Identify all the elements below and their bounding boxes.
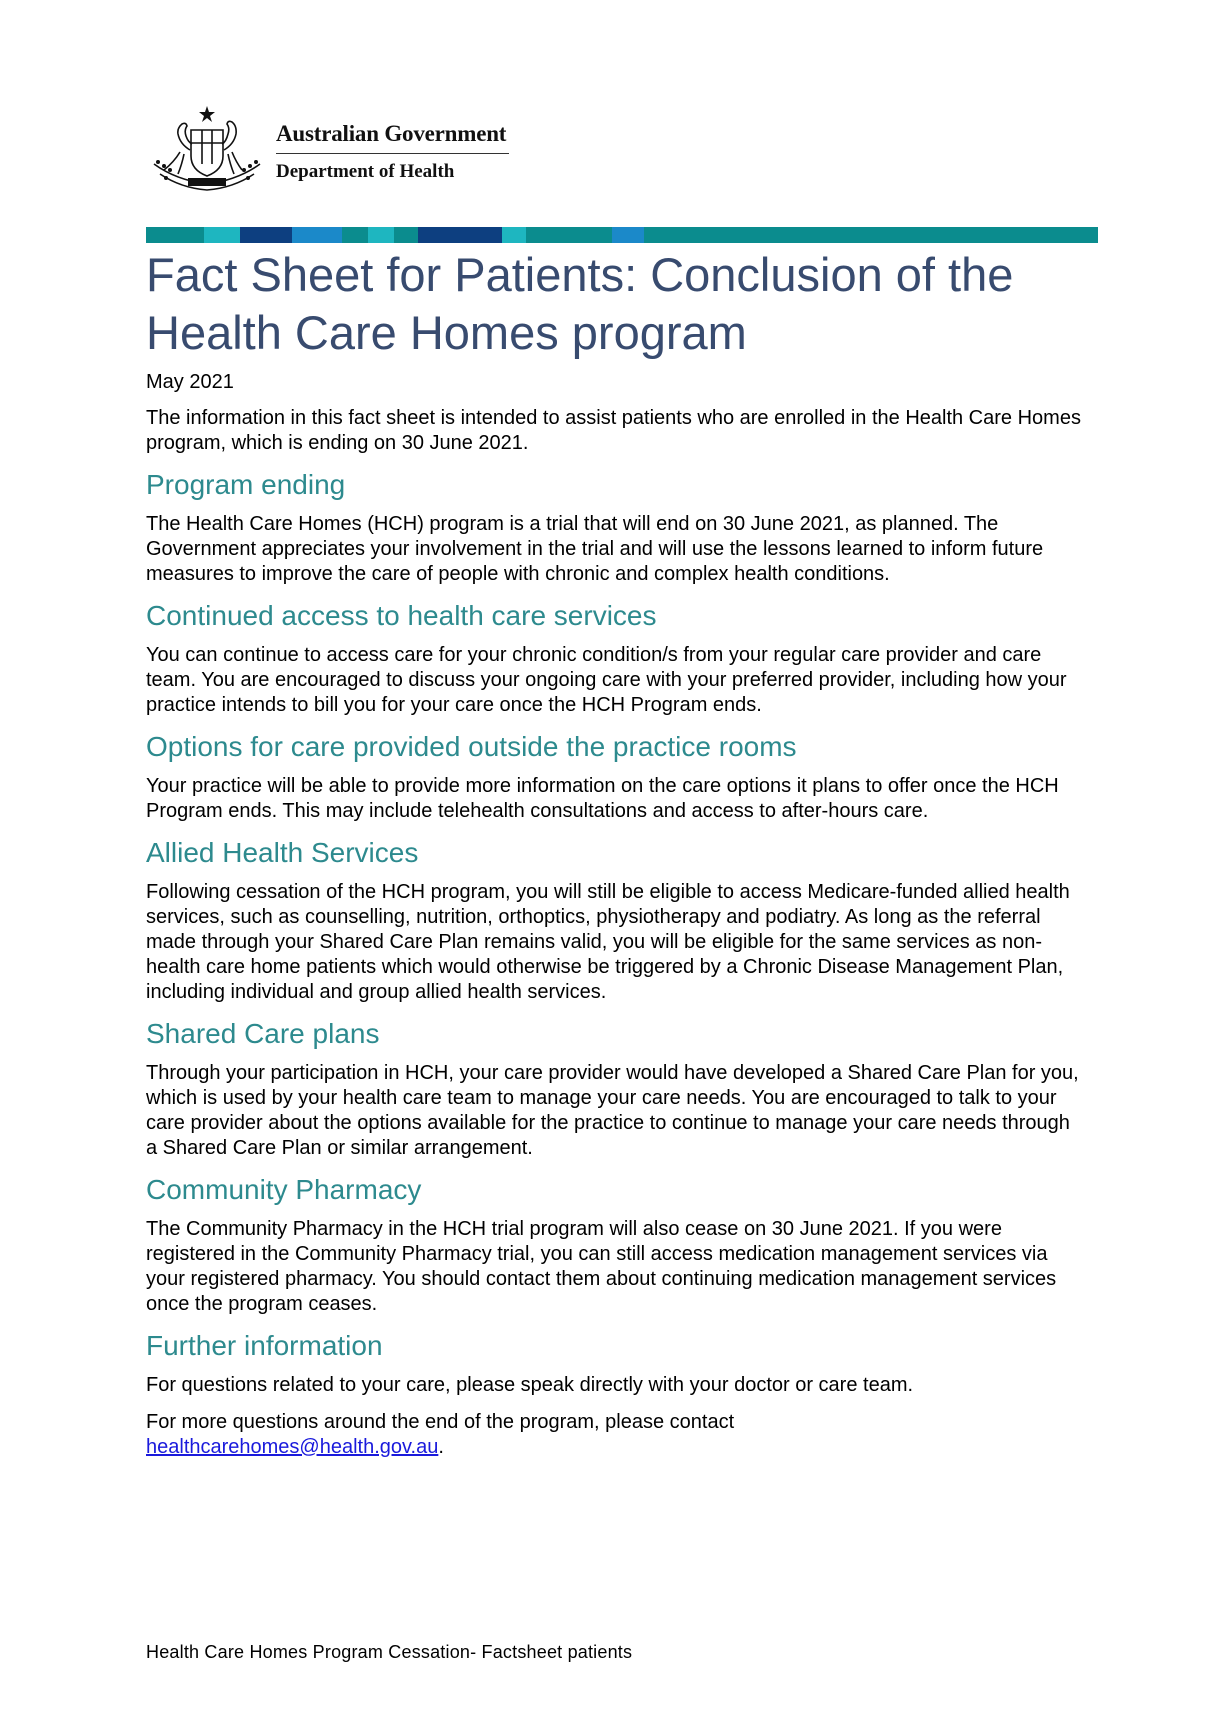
publication-date: May 2021	[146, 371, 234, 393]
page-footer: Health Care Homes Program Cessation- Factsheet patients	[146, 1642, 633, 1662]
further-paragraph-1: For questions related to your care, please speak directly with your doctor or care team.	[146, 1374, 914, 1396]
band-segment	[526, 227, 612, 243]
body-community-pharmacy: The Community Pharmacy in the HCH trial program will also cease on 30 June 2021. If you were registered in the Community Pharmacy trial, you can still access medication management services via your registered pharmacy. You should contact them about continuing medication management services once the program ceases.	[146, 1218, 1057, 1315]
heading-shared-care: Shared Care plans	[146, 1018, 380, 1049]
band-segment	[612, 227, 644, 243]
title-line-2: Health Care Homes program	[146, 306, 747, 359]
body-shared-care: Through your participation in HCH, your care provider would have developed a Shared Care Plan for you, which is used by your health care team to manage your care needs. You are encouraged to talk to your care provider about the options available for the practice to continue to manage your care needs through a Shared Care Plan or similar arrangement.	[146, 1062, 1079, 1159]
intro-paragraph: The information in this fact sheet is intended to assist patients who are enrolled in the Health Care Homes program, which is ending on 30 June 2021.	[146, 407, 1081, 454]
body-program-ending: The Health Care Homes (HCH) program is a trial that will end on 30 June 2021, as planned. The Government appreciates your involvement in the trial and will use the lessons learned to inform future measures to improve the care of people with chronic and complex health conditions.	[146, 513, 1044, 585]
color-band	[146, 227, 1098, 243]
main-content	[146, 370, 1086, 1472]
band-segment	[342, 227, 368, 243]
heading-care-options: Options for care provided outside the practice rooms	[146, 731, 797, 762]
wordmark-divider	[276, 153, 509, 154]
band-segment	[292, 227, 342, 243]
page-title	[146, 246, 1106, 362]
contact-suffix: .	[438, 1436, 444, 1458]
band-segment	[502, 227, 526, 243]
band-segment	[240, 227, 292, 243]
heading-community-pharmacy: Community Pharmacy	[146, 1174, 422, 1205]
body-continued-access: You can continue to access care for your chronic condition/s from your regular care provider and care team. You are encouraged to discuss your ongoing care with your preferred provider, including how your practice intends to bill you for your care once the HCH Program ends.	[146, 644, 1067, 716]
band-segment	[204, 227, 240, 243]
body-care-options: Your practice will be able to provide more information on the care options it plans to offer once the HCH Program ends. This may include telehealth consultations and access to after-hours care.	[146, 775, 1059, 822]
coat-of-arms-logo	[146, 104, 268, 194]
band-segment	[394, 227, 418, 243]
heading-further-information: Further information	[146, 1330, 383, 1361]
government-name: Australian Government	[276, 121, 507, 146]
band-segment	[418, 227, 502, 243]
band-segment	[644, 227, 1098, 243]
body-allied-health: Following cessation of the HCH program, you will still be eligible to access Medicare-funded allied health services, such as counselling, nutrition, orthoptics, physiotherapy and podiatry. As long as the referral made through your Shared Care Plan remains valid, you will be eligible for the same services as non-health care home patients which would otherwise be triggered by a Chronic Disease Management Plan, including individual and group allied health services.	[146, 881, 1070, 1003]
heading-continued-access: Continued access to health care services	[146, 600, 657, 631]
contact-email-link[interactable]: healthcarehomes@health.gov.au	[146, 1436, 439, 1458]
further-paragraph-2	[146, 1410, 1086, 1460]
heading-program-ending: Program ending	[146, 469, 346, 500]
band-segment	[368, 227, 394, 243]
department-name: Department of Health	[276, 161, 455, 182]
contact-prefix: For more questions around the end of the program, please contact	[146, 1411, 735, 1433]
government-wordmark	[276, 120, 511, 184]
band-segment	[146, 227, 204, 243]
heading-allied-health: Allied Health Services	[146, 837, 419, 868]
title-line-1: Fact Sheet for Patients: Conclusion of the	[146, 248, 1014, 301]
